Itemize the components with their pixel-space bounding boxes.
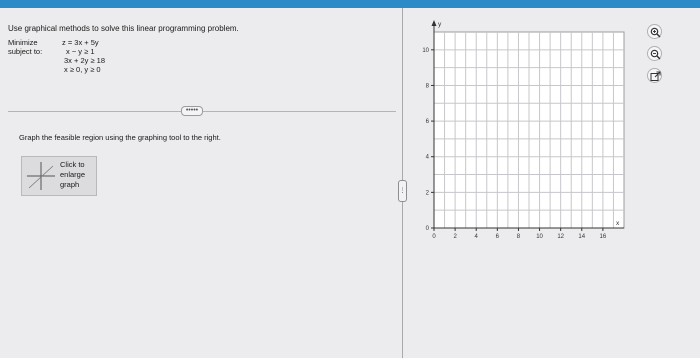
x-tick-label: 16 bbox=[599, 234, 607, 240]
popout-button[interactable] bbox=[647, 68, 662, 83]
y-tick-label: 6 bbox=[425, 119, 429, 126]
x-axis-label: x bbox=[616, 220, 620, 227]
enlarge-line-3: graph bbox=[60, 180, 80, 189]
x-tick-label: 12 bbox=[557, 234, 565, 240]
y-tick-label: 0 bbox=[425, 226, 429, 232]
y-axis-label: y bbox=[438, 21, 442, 28]
enlarge-line-2: enlarge bbox=[60, 170, 86, 179]
constraint-3: x ≥ 0, y ≥ 0 bbox=[64, 65, 101, 74]
x-tick-label: 14 bbox=[578, 234, 586, 240]
zoom-out-icon bbox=[650, 49, 661, 60]
enlarge-line-1: Click to bbox=[60, 160, 85, 169]
external-link-icon bbox=[650, 71, 661, 82]
y-tick-label: 10 bbox=[422, 47, 429, 54]
x-tick-label: 0 bbox=[432, 234, 436, 240]
top-bar bbox=[0, 0, 700, 8]
minimize-label: Minimize bbox=[8, 38, 38, 47]
graph-instruction: Graph the feasible region using the graphing tool to the right. bbox=[19, 133, 221, 142]
x-tick-label: 10 bbox=[536, 234, 543, 240]
zoom-out-button[interactable] bbox=[647, 46, 662, 61]
x-tick-label: 6 bbox=[495, 234, 500, 240]
enlarge-graph-button[interactable] bbox=[21, 156, 97, 196]
y-tick-label: 2 bbox=[425, 190, 429, 197]
graphing-tool[interactable] bbox=[410, 8, 640, 248]
pane-resize-handle[interactable]: ⋮ bbox=[398, 180, 407, 202]
y-axis-arrow bbox=[432, 20, 437, 26]
x-tick-label: 2 bbox=[453, 234, 457, 240]
constraint-1: x − y ≥ 1 bbox=[66, 47, 95, 56]
zoom-in-button[interactable] bbox=[647, 24, 662, 39]
y-tick-label: 4 bbox=[425, 154, 429, 161]
objective-function: z = 3x + 5y bbox=[62, 38, 99, 47]
more-button[interactable]: ••••• bbox=[181, 106, 203, 116]
zoom-in-icon bbox=[650, 27, 661, 38]
graph-thumbnail-icon bbox=[26, 161, 56, 191]
constraint-2: 3x + 2y ≥ 18 bbox=[64, 56, 106, 65]
y-tick-label: 8 bbox=[425, 83, 429, 90]
problem-instruction: Use graphical methods to solve this linear programming problem. bbox=[8, 24, 239, 33]
x-tick-label: 8 bbox=[516, 234, 521, 240]
x-tick-label: 4 bbox=[474, 234, 478, 240]
subject-to-label: subject to: bbox=[8, 47, 43, 56]
question-pane bbox=[0, 8, 400, 358]
